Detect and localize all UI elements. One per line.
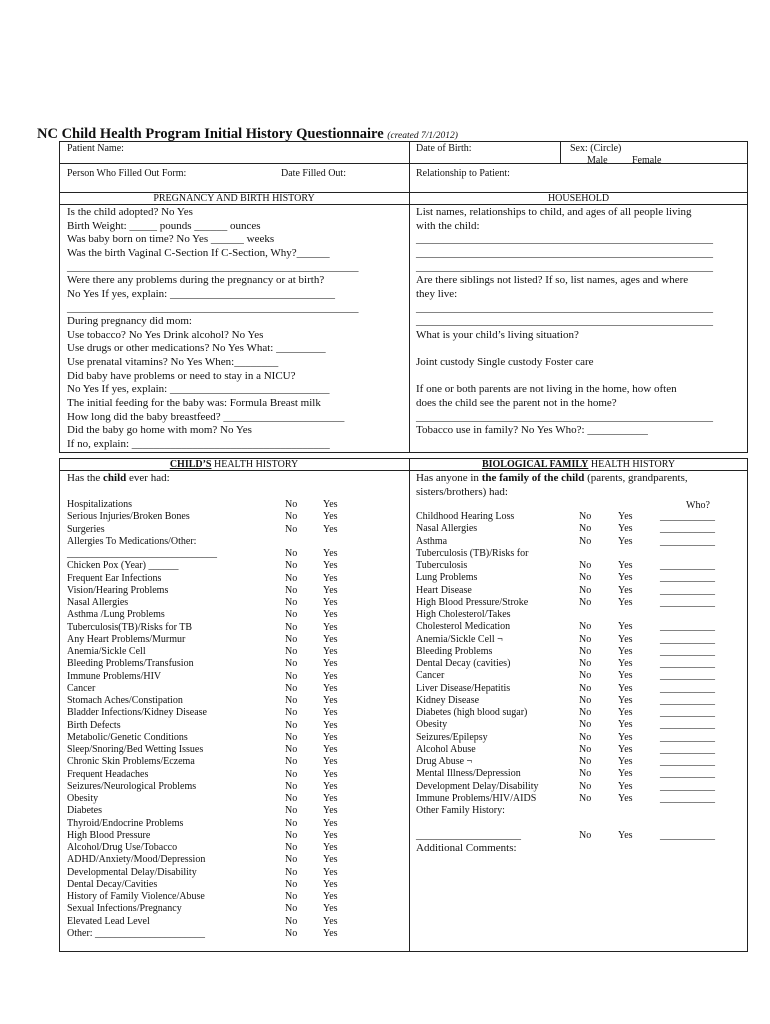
family-condition-yes[interactable]: Yes xyxy=(618,658,633,669)
family-condition-label: High Blood Pressure/Stroke xyxy=(416,596,529,608)
created-date: (created 7/1/2012) xyxy=(387,131,458,141)
child-condition-no[interactable]: No xyxy=(285,560,298,572)
pregnancy-line[interactable]: The initial feeding for the baby was: Formula Breast milk xyxy=(67,397,321,409)
child-condition-no[interactable]: No xyxy=(285,707,298,719)
family-condition-who[interactable]: ___________ xyxy=(660,560,715,571)
child-condition-no[interactable]: No xyxy=(285,609,298,621)
family-condition-label: Childhood Hearing Loss xyxy=(416,511,515,522)
child-condition-yes[interactable]: Yes xyxy=(323,609,338,621)
family-condition-no[interactable]: No xyxy=(579,756,592,767)
child-intro-post: ever had: xyxy=(126,472,170,484)
family-condition-no[interactable]: No xyxy=(579,768,592,780)
child-condition-label: Surgeries xyxy=(67,523,105,535)
family-condition-yes[interactable]: Yes xyxy=(618,694,633,706)
family-condition-label: Alcohol Abuse xyxy=(416,743,476,755)
family-condition-no[interactable]: No xyxy=(579,535,592,547)
family-condition-who[interactable]: ___________ xyxy=(660,584,715,596)
family-condition-no[interactable]: No xyxy=(579,731,592,743)
child-condition-no[interactable]: No xyxy=(285,829,298,841)
family-health-heading-rest: HEALTH HISTORY xyxy=(588,459,676,470)
family-condition-no[interactable]: No xyxy=(579,694,592,706)
family-condition-yes[interactable]: Yes xyxy=(618,707,633,718)
family-condition-no[interactable]: No xyxy=(579,621,592,633)
family-condition-no[interactable]: No xyxy=(579,743,592,755)
child-condition-label: Frequent Ear Infections xyxy=(67,572,162,584)
family-condition-label: Lung Problems xyxy=(416,572,478,584)
child-condition-label: Chicken Pox (Year) ______ xyxy=(67,560,179,572)
child-condition-label: Bleeding Problems/Transfusion xyxy=(67,658,194,670)
date-filled-field[interactable]: Date Filled Out: xyxy=(281,168,346,179)
sex-label: Sex: (Circle) xyxy=(570,143,622,154)
household-heading: HOUSEHOLD xyxy=(547,193,610,204)
child-condition-yes[interactable]: Yes xyxy=(323,523,338,535)
child-condition-yes[interactable]: Yes xyxy=(323,878,338,890)
pregnancy-line[interactable]: No Yes If yes, explain: _____________________________ xyxy=(67,383,330,395)
child-condition-yes[interactable]: Yes xyxy=(323,633,338,645)
child-condition-yes[interactable]: Yes xyxy=(323,682,338,694)
family-condition-who[interactable]: ___________ xyxy=(660,523,715,535)
family-condition-yes[interactable]: Yes xyxy=(618,743,633,755)
child-condition-label: Birth Defects xyxy=(67,719,121,731)
family-condition-label: Cholesterol Medication xyxy=(416,621,511,633)
child-condition-no[interactable]: No xyxy=(285,523,298,535)
child-condition-yes[interactable]: Yes xyxy=(323,707,338,719)
child-condition-no[interactable]: No xyxy=(285,780,298,792)
family-condition-no[interactable]: No xyxy=(579,719,592,731)
family-health-heading xyxy=(409,459,748,470)
family-condition-yes[interactable]: Yes xyxy=(618,719,633,731)
family-condition-who[interactable]: ___________ xyxy=(660,670,715,682)
family-condition-yes[interactable]: Yes xyxy=(618,670,633,682)
child-intro-bold: child xyxy=(103,472,127,484)
family-condition-yes[interactable]: Yes xyxy=(618,756,633,767)
child-condition-no[interactable]: No xyxy=(285,646,298,657)
child-condition-yes[interactable]: Yes xyxy=(323,731,338,743)
household-line[interactable]: ______________________________________________________ xyxy=(416,247,713,259)
pregnancy-line[interactable]: Use prenatal vitamins? No Yes When:________ xyxy=(67,356,279,368)
child-condition-label: Seizures/Neurological Problems xyxy=(67,780,197,792)
child-condition-yes[interactable]: Yes xyxy=(323,817,338,829)
child-condition-label: Vision/Hearing Problems xyxy=(67,584,169,596)
child-condition-yes[interactable]: Yes xyxy=(323,927,338,939)
household-line[interactable]: Are there siblings not listed? If so, list names, ages and where xyxy=(416,274,689,286)
family-condition-no[interactable]: No xyxy=(579,829,592,841)
family-condition-no[interactable]: No xyxy=(579,670,592,682)
child-condition-no[interactable]: No xyxy=(285,731,298,743)
household-line[interactable]: does the child see the parent not in the home? xyxy=(416,397,617,409)
pregnancy-heading: PREGNANCY AND BIRTH HISTORY xyxy=(153,193,315,204)
child-condition-no[interactable]: No xyxy=(285,878,298,890)
child-condition-yes[interactable]: Yes xyxy=(323,695,338,706)
child-condition-label: Cancer xyxy=(67,682,96,694)
family-health-heading-bold: BIOLOGICAL FAMILY xyxy=(481,459,589,470)
pregnancy-line[interactable]: Was baby born on time? No Yes ______ weeks xyxy=(67,233,275,245)
household-line[interactable]: ______________________________________________________ xyxy=(416,233,713,245)
family-condition-label: _____________________ xyxy=(416,829,521,841)
family-condition-label: Cancer xyxy=(416,670,445,682)
household-line[interactable]: ______________________________________________________ xyxy=(416,315,713,327)
family-condition-who[interactable]: ___________ xyxy=(660,719,715,731)
family-condition-label: Asthma xyxy=(416,535,448,547)
family-condition-yes[interactable]: Yes xyxy=(618,572,633,584)
family-condition-no[interactable]: No xyxy=(579,584,592,596)
child-condition-yes[interactable]: Yes xyxy=(323,780,338,792)
family-health-intro-line2: sisters/brothers) had: xyxy=(416,486,508,498)
pregnancy-line[interactable]: Use drugs or other medications? No Yes What: _________ xyxy=(67,342,326,354)
child-condition-label: Anemia/Sickle Cell xyxy=(67,646,146,657)
section2-vdivider xyxy=(409,458,410,952)
child-condition-label: ______________________________ xyxy=(67,548,217,559)
family-condition-yes[interactable]: Yes xyxy=(618,645,633,657)
family-condition-no[interactable]: No xyxy=(579,645,592,657)
header-sex-divider xyxy=(560,141,561,163)
child-condition-yes[interactable]: Yes xyxy=(323,756,338,768)
child-condition-label: Chronic Skin Problems/Eczema xyxy=(67,756,195,768)
child-condition-yes[interactable]: Yes xyxy=(323,842,338,853)
additional-comments-label[interactable]: Additional Comments: xyxy=(416,842,517,854)
child-condition-label: Stomach Aches/Constipation xyxy=(67,695,183,706)
child-condition-no[interactable]: No xyxy=(285,548,298,559)
child-health-heading-bold: CHILD’S xyxy=(169,459,212,470)
family-condition-label: Obesity xyxy=(416,719,448,731)
child-condition-no[interactable]: No xyxy=(285,756,298,768)
family-condition-who[interactable]: ___________ xyxy=(660,633,715,645)
family-condition-label: Seizures/Epilepsy xyxy=(416,731,488,743)
family-condition-who[interactable]: ___________ xyxy=(660,596,715,608)
pregnancy-line[interactable]: Use tobacco? No Yes Drink alcohol? No Yes xyxy=(67,329,264,341)
pregnancy-line[interactable]: _____________________________________________________ xyxy=(67,261,359,273)
family-condition-yes[interactable]: Yes xyxy=(618,523,633,535)
child-condition-yes[interactable]: Yes xyxy=(323,572,338,584)
pregnancy-line[interactable]: Did baby have problems or need to stay in a NICU? xyxy=(67,370,296,382)
family-condition-yes[interactable]: Yes xyxy=(618,621,633,633)
family-condition-no[interactable]: No xyxy=(579,511,592,522)
child-condition-no[interactable]: No xyxy=(285,511,298,523)
family-condition-no[interactable]: No xyxy=(579,792,592,804)
pregnancy-line[interactable]: Did the baby go home with mom? No Yes xyxy=(67,424,252,436)
household-line[interactable]: ______________________________________________________ xyxy=(416,302,713,314)
household-line[interactable]: Joint custody Single custody Foster care xyxy=(416,356,594,368)
child-condition-yes[interactable]: Yes xyxy=(323,854,338,866)
family-condition-who[interactable]: ___________ xyxy=(660,621,715,633)
family-condition-label: Nasal Allergies xyxy=(416,523,478,535)
child-condition-yes[interactable]: Yes xyxy=(323,768,338,780)
section1-vdivider xyxy=(409,192,410,453)
family-condition-who[interactable]: ___________ xyxy=(660,731,715,743)
family-condition-no[interactable]: No xyxy=(579,560,592,571)
family-condition-no[interactable]: No xyxy=(579,780,592,792)
family-condition-yes[interactable]: Yes xyxy=(618,768,633,780)
child-condition-label: High Blood Pressure xyxy=(67,829,151,841)
child-condition-yes[interactable]: Yes xyxy=(323,560,338,572)
child-condition-label: Nasal Allergies xyxy=(67,597,129,608)
pregnancy-line[interactable]: If no, explain: ____________________________________ xyxy=(67,438,330,450)
child-condition-no[interactable]: No xyxy=(285,854,298,866)
family-condition-label: Other Family History: xyxy=(416,805,505,816)
child-condition-label: Metabolic/Genetic Conditions xyxy=(67,731,188,743)
dob-field[interactable]: Date of Birth: xyxy=(416,143,472,154)
sex-male-option[interactable]: Male xyxy=(587,155,608,166)
family-condition-label: Tuberculosis (TB)/Risks for xyxy=(416,547,529,559)
family-condition-who[interactable]: ___________ xyxy=(660,792,715,804)
pregnancy-line[interactable]: Were there any problems during the pregnancy or at birth? xyxy=(67,274,325,286)
sex-female-option[interactable]: Female xyxy=(632,155,662,166)
child-condition-label: Bladder Infections/Kidney Disease xyxy=(67,707,207,719)
child-condition-yes[interactable]: Yes xyxy=(323,866,338,878)
household-line[interactable]: Tobacco use in family? No Yes Who?: ___________ xyxy=(416,424,648,436)
child-condition-no[interactable]: No xyxy=(285,695,298,706)
pregnancy-line[interactable]: Is the child adopted? No Yes xyxy=(67,206,193,218)
child-condition-no[interactable]: No xyxy=(285,817,298,829)
child-condition-no[interactable]: No xyxy=(285,633,298,645)
family-condition-label: Tuberculosis xyxy=(416,560,468,571)
household-line[interactable]: with the child: xyxy=(416,220,480,232)
family-condition-no[interactable]: No xyxy=(579,596,592,608)
child-condition-label: Sleep/Snoring/Bed Wetting Issues xyxy=(67,744,204,755)
family-condition-yes[interactable]: Yes xyxy=(618,535,633,547)
child-condition-label: Asthma /Lung Problems xyxy=(67,609,165,621)
child-condition-label: ADHD/Anxiety/Mood/Depression xyxy=(67,854,206,866)
child-condition-label: Diabetes xyxy=(67,805,102,817)
family-condition-label: Immune Problems/HIV/AIDS xyxy=(416,792,537,804)
family-condition-yes[interactable]: Yes xyxy=(618,829,633,841)
child-condition-yes[interactable]: Yes xyxy=(323,891,338,902)
header-vdivider xyxy=(409,141,410,193)
family-intro-post: (parents, grandparents, xyxy=(584,472,688,484)
family-condition-yes[interactable]: Yes xyxy=(618,682,633,694)
child-condition-label: Hospitalizations xyxy=(67,499,132,510)
family-condition-who[interactable]: ___________ xyxy=(660,780,715,792)
family-condition-label: Bleeding Problems xyxy=(416,645,493,657)
family-health-intro xyxy=(416,472,688,486)
child-condition-yes[interactable]: Yes xyxy=(323,744,338,755)
child-condition-label: Allergies To Medications/Other: xyxy=(67,535,197,547)
child-condition-label: Thyroid/Endocrine Problems xyxy=(67,817,184,829)
family-condition-yes[interactable]: Yes xyxy=(618,780,633,792)
child-condition-no[interactable]: No xyxy=(285,915,298,927)
child-condition-yes[interactable]: Yes xyxy=(323,670,338,682)
child-condition-yes[interactable]: Yes xyxy=(323,511,338,523)
child-condition-no[interactable]: No xyxy=(285,499,298,510)
child-condition-yes[interactable]: Yes xyxy=(323,793,338,804)
family-condition-who[interactable]: ___________ xyxy=(660,535,715,547)
family-condition-who[interactable]: ___________ xyxy=(660,658,715,669)
household-line[interactable]: ______________________________________________________ xyxy=(416,261,713,273)
child-condition-label: Immune Problems/HIV xyxy=(67,670,162,682)
family-condition-label: Drug Abuse ¬ xyxy=(416,756,473,767)
household-line[interactable]: ______________________________________________________ xyxy=(416,411,713,423)
family-condition-no[interactable]: No xyxy=(579,572,592,584)
child-health-heading-rest: HEALTH HISTORY xyxy=(211,459,299,470)
child-condition-no[interactable]: No xyxy=(285,621,298,633)
child-condition-no[interactable]: No xyxy=(285,805,298,817)
family-condition-who[interactable]: ___________ xyxy=(660,694,715,706)
family-condition-no[interactable]: No xyxy=(579,682,592,694)
family-condition-yes[interactable]: Yes xyxy=(618,560,633,571)
child-condition-yes[interactable]: Yes xyxy=(323,584,338,596)
family-condition-yes[interactable]: Yes xyxy=(618,511,633,522)
family-condition-no[interactable]: No xyxy=(579,633,592,645)
family-condition-label: Anemia/Sickle Cell ¬ xyxy=(416,633,503,645)
child-condition-yes[interactable]: Yes xyxy=(323,805,338,817)
child-condition-yes[interactable]: Yes xyxy=(323,719,338,731)
family-condition-label: High Cholesterol/Takes xyxy=(416,609,511,620)
child-condition-label: Elevated Lead Level xyxy=(67,915,150,927)
family-condition-yes[interactable]: Yes xyxy=(618,633,633,645)
child-condition-label: Sexual Infections/Pregnancy xyxy=(67,903,182,915)
family-condition-label: Kidney Disease xyxy=(416,694,480,706)
child-condition-no[interactable]: No xyxy=(285,891,298,902)
child-intro-pre: Has the xyxy=(67,472,104,484)
household-line[interactable]: What is your child’s living situation? xyxy=(416,329,579,341)
family-condition-yes[interactable]: Yes xyxy=(618,584,633,596)
family-condition-label: Liver Disease/Hepatitis xyxy=(416,682,511,694)
family-condition-who[interactable]: ___________ xyxy=(660,572,715,584)
child-condition-no[interactable]: No xyxy=(285,682,298,694)
child-condition-no[interactable]: No xyxy=(285,744,298,755)
child-condition-label: History of Family Violence/Abuse xyxy=(67,891,205,902)
family-condition-who[interactable]: ___________ xyxy=(660,829,715,841)
child-condition-no[interactable]: No xyxy=(285,597,298,608)
family-condition-no[interactable]: No xyxy=(579,707,592,718)
family-condition-who[interactable]: ___________ xyxy=(660,682,715,694)
family-condition-who[interactable]: ___________ xyxy=(660,707,715,718)
form-title-text: NC Child Health Program Initial History Questionnaire xyxy=(37,126,384,142)
child-condition-no[interactable]: No xyxy=(285,584,298,596)
family-condition-label: Heart Disease xyxy=(416,584,472,596)
child-condition-no[interactable]: No xyxy=(285,670,298,682)
child-condition-yes[interactable]: Yes xyxy=(323,903,338,915)
family-condition-who[interactable]: ___________ xyxy=(660,743,715,755)
family-condition-who[interactable]: ___________ xyxy=(660,645,715,657)
child-condition-label: Obesity xyxy=(67,793,99,804)
family-condition-label: Diabetes (high blood sugar) xyxy=(416,707,528,718)
household-line[interactable]: If one or both parents are not living in the home, how often xyxy=(416,383,677,395)
child-condition-no[interactable]: No xyxy=(285,903,298,915)
child-health-intro xyxy=(67,472,170,486)
child-condition-label: Alcohol/Drug Use/Tobacco xyxy=(67,842,178,853)
child-condition-no[interactable]: No xyxy=(285,793,298,804)
who-column-header: Who? xyxy=(686,500,710,511)
child-health-heading xyxy=(59,459,409,470)
pregnancy-line[interactable]: Birth Weight: _____ pounds ______ ounces xyxy=(67,220,261,232)
family-condition-label: Mental Illness/Depression xyxy=(416,768,521,780)
child-condition-yes[interactable]: Yes xyxy=(323,597,338,608)
child-condition-no[interactable]: No xyxy=(285,866,298,878)
section1-heading-line xyxy=(59,204,748,205)
family-condition-label: Dental Decay (cavities) xyxy=(416,658,511,669)
family-intro-pre: Has anyone in xyxy=(416,472,482,484)
family-intro-bold: the family of the child xyxy=(481,472,585,484)
child-condition-yes[interactable]: Yes xyxy=(323,829,338,841)
pregnancy-line[interactable]: No Yes If yes, explain: ______________________________ xyxy=(67,288,335,300)
child-condition-label: Other: ______________________ xyxy=(67,927,206,939)
child-condition-no[interactable]: No xyxy=(285,658,298,670)
child-condition-no[interactable]: No xyxy=(285,927,298,939)
family-condition-yes[interactable]: Yes xyxy=(618,596,633,608)
child-condition-label: Dental Decay/Cavities xyxy=(67,878,158,890)
child-condition-yes[interactable]: Yes xyxy=(323,658,338,670)
family-condition-no[interactable]: No xyxy=(579,658,592,669)
household-line[interactable]: they live: xyxy=(416,288,458,300)
child-condition-label: Developmental Delay/Disability xyxy=(67,866,197,878)
child-condition-no[interactable]: No xyxy=(285,719,298,731)
child-condition-yes[interactable]: Yes xyxy=(323,915,338,927)
family-condition-who[interactable]: ___________ xyxy=(660,511,715,522)
child-condition-no[interactable]: No xyxy=(285,768,298,780)
family-condition-yes[interactable]: Yes xyxy=(618,792,633,804)
household-line[interactable]: List names, relationships to child, and ages of all people living xyxy=(416,206,692,218)
relationship-field[interactable]: Relationship to Patient: xyxy=(416,168,510,179)
pregnancy-line[interactable]: During pregnancy did mom: xyxy=(67,315,192,327)
child-condition-yes[interactable]: Yes xyxy=(323,646,338,657)
child-condition-no[interactable]: No xyxy=(285,572,298,584)
child-condition-yes[interactable]: Yes xyxy=(323,499,338,510)
pregnancy-line[interactable]: Was the birth Vaginal C-Section If C-Section, Why?______ xyxy=(67,247,330,259)
header-box xyxy=(59,141,748,193)
child-condition-label: Serious Injuries/Broken Bones xyxy=(67,511,190,523)
family-condition-yes[interactable]: Yes xyxy=(618,731,633,743)
pregnancy-line[interactable]: How long did the baby breastfeed? ______________________ xyxy=(67,411,345,423)
section2-heading-line xyxy=(59,470,748,471)
family-condition-who[interactable]: ___________ xyxy=(660,756,715,767)
child-condition-yes[interactable]: Yes xyxy=(323,548,338,559)
child-condition-label: Tuberculosis(TB)/Risks for TB xyxy=(67,621,193,633)
child-condition-yes[interactable]: Yes xyxy=(323,621,338,633)
filled-by-field[interactable]: Person Who Filled Out Form: xyxy=(67,168,187,179)
child-condition-label: Any Heart Problems/Murmur xyxy=(67,633,186,645)
family-condition-no[interactable]: No xyxy=(579,523,592,535)
family-condition-label: Development Delay/Disability xyxy=(416,780,539,792)
pregnancy-line[interactable]: _____________________________________________________ xyxy=(67,302,359,314)
child-condition-label: Frequent Headaches xyxy=(67,768,149,780)
family-condition-who[interactable]: ___________ xyxy=(660,768,715,780)
child-condition-no[interactable]: No xyxy=(285,842,298,853)
patient-name-field[interactable]: Patient Name: xyxy=(67,143,124,154)
